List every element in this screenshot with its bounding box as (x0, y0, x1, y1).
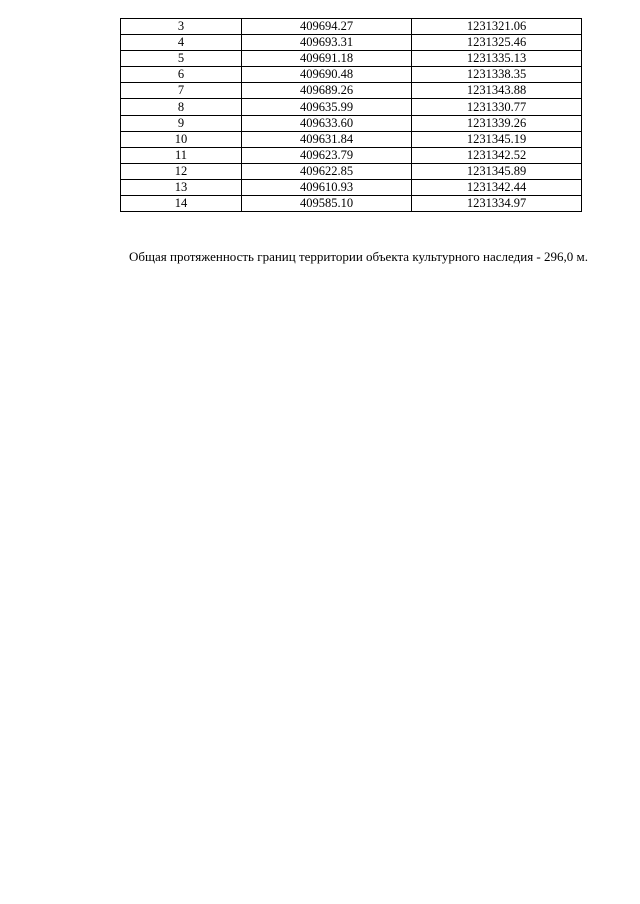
y-coordinate-cell: 1231330.77 (412, 99, 582, 115)
x-coordinate-cell: 409633.60 (242, 115, 412, 131)
y-coordinate-cell: 1231345.19 (412, 131, 582, 147)
x-coordinate-cell: 409623.79 (242, 147, 412, 163)
boundary-length-text: Общая протяженность границ территории объекта культурного наследия - 296,0 м. (129, 249, 588, 264)
point-number-cell: 11 (121, 147, 242, 163)
x-coordinate-cell: 409631.84 (242, 131, 412, 147)
y-coordinate-cell: 1231321.06 (412, 19, 582, 35)
x-coordinate-cell: 409585.10 (242, 196, 412, 212)
y-coordinate-cell: 1231335.13 (412, 51, 582, 67)
table-row (121, 179, 582, 195)
table-row (121, 115, 582, 131)
table-row (121, 196, 582, 212)
y-coordinate-cell: 1231339.26 (412, 115, 582, 131)
boundary-length-paragraph (93, 248, 610, 266)
y-coordinate-cell: 1231345.89 (412, 163, 582, 179)
point-number-cell: 14 (121, 196, 242, 212)
x-coordinate-cell: 409693.31 (242, 35, 412, 51)
point-number-cell: 7 (121, 83, 242, 99)
table-row (121, 131, 582, 147)
x-coordinate-cell: 409691.18 (242, 51, 412, 67)
table-row (121, 51, 582, 67)
x-coordinate-cell: 409694.27 (242, 19, 412, 35)
point-number-cell: 9 (121, 115, 242, 131)
point-number-cell: 3 (121, 19, 242, 35)
x-coordinate-cell: 409690.48 (242, 67, 412, 83)
y-coordinate-cell: 1231342.44 (412, 179, 582, 195)
table-row (121, 83, 582, 99)
y-coordinate-cell: 1231325.46 (412, 35, 582, 51)
x-coordinate-cell: 409689.26 (242, 83, 412, 99)
point-number-cell: 6 (121, 67, 242, 83)
point-number-cell: 12 (121, 163, 242, 179)
table-row (121, 67, 582, 83)
coordinates-table (120, 18, 582, 212)
table-row (121, 19, 582, 35)
table-row (121, 163, 582, 179)
table-row (121, 35, 582, 51)
x-coordinate-cell: 409622.85 (242, 163, 412, 179)
table-row (121, 99, 582, 115)
y-coordinate-cell: 1231342.52 (412, 147, 582, 163)
point-number-cell: 8 (121, 99, 242, 115)
point-number-cell: 13 (121, 179, 242, 195)
y-coordinate-cell: 1231338.35 (412, 67, 582, 83)
point-number-cell: 10 (121, 131, 242, 147)
point-number-cell: 5 (121, 51, 242, 67)
y-coordinate-cell: 1231334.97 (412, 196, 582, 212)
x-coordinate-cell: 409635.99 (242, 99, 412, 115)
y-coordinate-cell: 1231343.88 (412, 83, 582, 99)
point-number-cell: 4 (121, 35, 242, 51)
table-row (121, 147, 582, 163)
coordinates-table-body (121, 19, 582, 212)
x-coordinate-cell: 409610.93 (242, 179, 412, 195)
